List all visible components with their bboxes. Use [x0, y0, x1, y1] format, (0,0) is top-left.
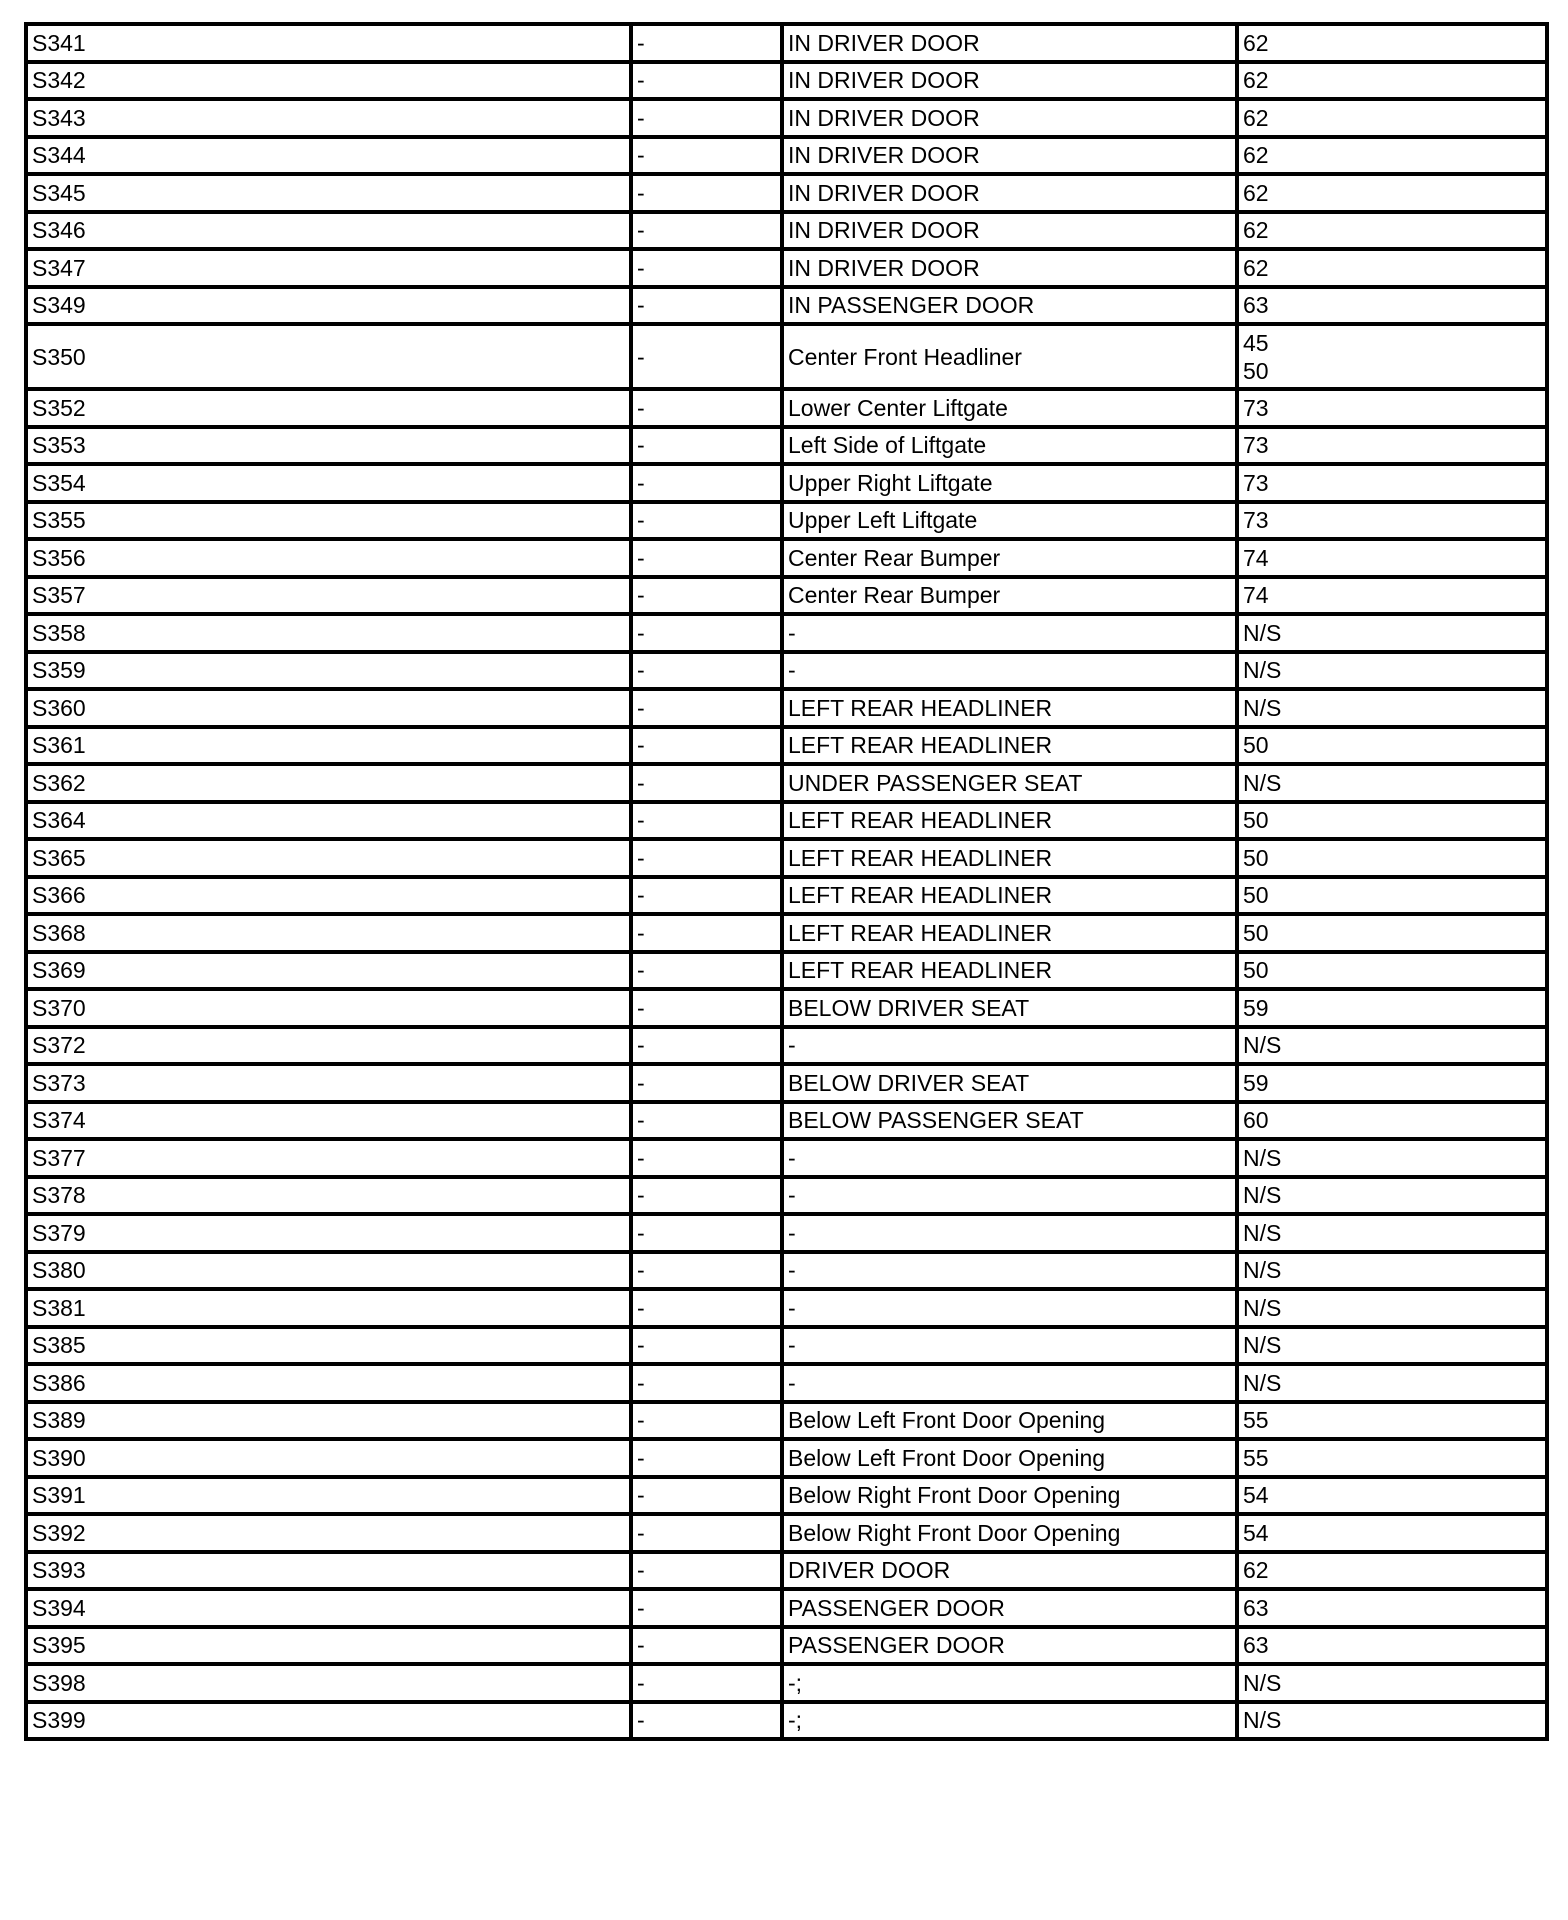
table-row [26, 1364, 1547, 1402]
page-ref-cell [1237, 1214, 1547, 1252]
page-ref-cell [1237, 1552, 1547, 1590]
page-ref-cell [1237, 212, 1547, 250]
table-row [26, 839, 1547, 877]
table-row [26, 1627, 1547, 1665]
page-ref: 50 [1243, 957, 1269, 984]
page-ref: 50 [1243, 732, 1269, 759]
location-cell: IN PASSENGER DOOR [782, 287, 1237, 325]
page-ref: 73 [1243, 432, 1269, 459]
location-cell: IN DRIVER DOOR [782, 24, 1237, 62]
splice-id-cell: S398 [26, 1664, 631, 1702]
location-cell: Center Front Headliner [782, 324, 1237, 389]
page-ref: 74 [1243, 544, 1269, 571]
location-cell: LEFT REAR HEADLINER [782, 914, 1237, 952]
page-ref-cell [1237, 1402, 1547, 1440]
page-ref: N/S [1243, 1294, 1282, 1321]
location-cell: - [782, 1364, 1237, 1402]
splice-id-cell: S347 [26, 249, 631, 287]
dash-cell: - [631, 877, 782, 915]
table-row [26, 137, 1547, 175]
location-cell: UNDER PASSENGER SEAT [782, 764, 1237, 802]
page-ref: N/S [1243, 1219, 1282, 1246]
splice-id-cell: S373 [26, 1064, 631, 1102]
page-ref-cell [1237, 464, 1547, 502]
splice-id-cell: S365 [26, 839, 631, 877]
page-ref-cell [1237, 427, 1547, 465]
page-ref-cell [1237, 1177, 1547, 1215]
location-cell: PASSENGER DOOR [782, 1627, 1237, 1665]
page-ref-cell [1237, 99, 1547, 137]
splice-id-cell: S349 [26, 287, 631, 325]
location-cell: LEFT REAR HEADLINER [782, 689, 1237, 727]
dash-cell: - [631, 1252, 782, 1290]
dash-cell: - [631, 174, 782, 212]
page-ref-cell [1237, 1289, 1547, 1327]
page-ref: 62 [1243, 142, 1269, 169]
page-ref-cell [1237, 1364, 1547, 1402]
dash-cell: - [631, 1439, 782, 1477]
page-ref-cell [1237, 914, 1547, 952]
dash-cell: - [631, 137, 782, 175]
splice-id-cell: S392 [26, 1514, 631, 1552]
page-ref-cell [1237, 727, 1547, 765]
dash-cell: - [631, 62, 782, 100]
page-ref: 63 [1243, 1594, 1269, 1621]
page-ref: N/S [1243, 694, 1282, 721]
dash-cell: - [631, 539, 782, 577]
location-cell: - [782, 1027, 1237, 1065]
splice-table [24, 22, 1549, 1741]
dash-cell: - [631, 989, 782, 1027]
splice-id-cell: S374 [26, 1102, 631, 1140]
table-row [26, 1477, 1547, 1515]
splice-id-cell: S343 [26, 99, 631, 137]
location-cell: Below Right Front Door Opening [782, 1477, 1237, 1515]
splice-id-cell: S369 [26, 952, 631, 990]
dash-cell: - [631, 1664, 782, 1702]
location-cell: Below Right Front Door Opening [782, 1514, 1237, 1552]
page-ref-cell [1237, 1327, 1547, 1365]
splice-id-cell: S341 [26, 24, 631, 62]
page-ref: 62 [1243, 104, 1269, 131]
splice-id-cell: S344 [26, 137, 631, 175]
page-ref: N/S [1243, 1369, 1282, 1396]
dash-cell: - [631, 324, 782, 389]
location-cell: - [782, 1214, 1237, 1252]
dash-cell: - [631, 914, 782, 952]
page-ref-cell [1237, 989, 1547, 1027]
page-ref: N/S [1243, 657, 1282, 684]
table-row [26, 1552, 1547, 1590]
dash-cell: - [631, 727, 782, 765]
page-ref: 50 [1243, 807, 1269, 834]
location-cell: Below Left Front Door Opening [782, 1402, 1237, 1440]
table-row [26, 1252, 1547, 1290]
dash-cell: - [631, 1177, 782, 1215]
table-row [26, 1402, 1547, 1440]
page-ref: 54 [1243, 1482, 1269, 1509]
location-cell: Below Left Front Door Opening [782, 1439, 1237, 1477]
location-cell: Left Side of Liftgate [782, 427, 1237, 465]
splice-id-cell: S390 [26, 1439, 631, 1477]
page-ref: 63 [1243, 292, 1269, 319]
page-ref: 62 [1243, 179, 1269, 206]
dash-cell: - [631, 689, 782, 727]
page-ref: 63 [1243, 1632, 1269, 1659]
location-cell: - [782, 1327, 1237, 1365]
page-ref-cell [1237, 324, 1547, 389]
splice-id-cell: S386 [26, 1364, 631, 1402]
page-ref: 55 [1243, 1407, 1269, 1434]
table-row [26, 877, 1547, 915]
dash-cell: - [631, 1064, 782, 1102]
splice-table-body [26, 24, 1547, 1739]
splice-id-cell: S379 [26, 1214, 631, 1252]
page-ref-cell [1237, 1102, 1547, 1140]
location-cell: - [782, 614, 1237, 652]
location-cell: LEFT REAR HEADLINER [782, 727, 1237, 765]
dash-cell: - [631, 1289, 782, 1327]
page-ref-cell [1237, 1664, 1547, 1702]
page-ref: 73 [1243, 507, 1269, 534]
table-row [26, 1139, 1547, 1177]
splice-id-cell: S385 [26, 1327, 631, 1365]
location-cell: IN DRIVER DOOR [782, 174, 1237, 212]
table-row [26, 1027, 1547, 1065]
splice-id-cell: S389 [26, 1402, 631, 1440]
dash-cell: - [631, 614, 782, 652]
page-ref-cell [1237, 764, 1547, 802]
location-cell: - [782, 652, 1237, 690]
page-ref: N/S [1243, 769, 1282, 796]
location-cell: - [782, 1139, 1237, 1177]
page-ref: 55 [1243, 1444, 1269, 1471]
splice-id-cell: S366 [26, 877, 631, 915]
location-cell: LEFT REAR HEADLINER [782, 839, 1237, 877]
dash-cell: - [631, 1364, 782, 1402]
page-ref: 50 [1243, 357, 1269, 384]
location-cell: - [782, 1177, 1237, 1215]
dash-cell: - [631, 802, 782, 840]
dash-cell: - [631, 839, 782, 877]
page-ref: 59 [1243, 1069, 1269, 1096]
dash-cell: - [631, 249, 782, 287]
table-row [26, 287, 1547, 325]
page-ref-cell [1237, 614, 1547, 652]
table-row [26, 174, 1547, 212]
splice-id-cell: S362 [26, 764, 631, 802]
splice-id-cell: S356 [26, 539, 631, 577]
page-ref: 62 [1243, 67, 1269, 94]
table-row [26, 539, 1547, 577]
splice-id-cell: S377 [26, 1139, 631, 1177]
page-ref: N/S [1243, 619, 1282, 646]
location-cell: IN DRIVER DOOR [782, 99, 1237, 137]
table-row [26, 1102, 1547, 1140]
location-cell: BELOW PASSENGER SEAT [782, 1102, 1237, 1140]
page-ref: 50 [1243, 882, 1269, 909]
page-ref: 73 [1243, 469, 1269, 496]
page-ref-cell [1237, 877, 1547, 915]
page-ref: 59 [1243, 994, 1269, 1021]
page-ref-cell [1237, 689, 1547, 727]
location-cell: Upper Right Liftgate [782, 464, 1237, 502]
splice-id-cell: S370 [26, 989, 631, 1027]
dash-cell: - [631, 389, 782, 427]
page-ref-cell [1237, 62, 1547, 100]
page-ref-cell [1237, 502, 1547, 540]
location-cell: BELOW DRIVER SEAT [782, 1064, 1237, 1102]
table-row [26, 212, 1547, 250]
page-ref: N/S [1243, 1707, 1282, 1734]
dash-cell: - [631, 652, 782, 690]
splice-id-cell: S346 [26, 212, 631, 250]
page-ref: 60 [1243, 1107, 1269, 1134]
page-ref-cell [1237, 1139, 1547, 1177]
location-cell: -; [782, 1702, 1237, 1740]
page-ref: N/S [1243, 1182, 1282, 1209]
table-row [26, 1589, 1547, 1627]
page-ref-cell [1237, 24, 1547, 62]
dash-cell: - [631, 1477, 782, 1515]
page-ref: 74 [1243, 582, 1269, 609]
location-cell: - [782, 1252, 1237, 1290]
page-ref-cell [1237, 1589, 1547, 1627]
page-ref-cell [1237, 389, 1547, 427]
dash-cell: - [631, 1327, 782, 1365]
dash-cell: - [631, 1214, 782, 1252]
splice-id-cell: S350 [26, 324, 631, 389]
splice-id-cell: S355 [26, 502, 631, 540]
page-ref-cell [1237, 1477, 1547, 1515]
splice-id-cell: S353 [26, 427, 631, 465]
splice-id-cell: S368 [26, 914, 631, 952]
page-ref-cell [1237, 1514, 1547, 1552]
location-cell: IN DRIVER DOOR [782, 62, 1237, 100]
dash-cell: - [631, 1702, 782, 1740]
page-ref-cell [1237, 287, 1547, 325]
dash-cell: - [631, 1552, 782, 1590]
table-row [26, 1177, 1547, 1215]
page-ref: 73 [1243, 394, 1269, 421]
table-row [26, 577, 1547, 615]
table-row [26, 324, 1547, 389]
page-ref: N/S [1243, 1032, 1282, 1059]
dash-cell: - [631, 24, 782, 62]
page-ref: 50 [1243, 844, 1269, 871]
dash-cell: - [631, 287, 782, 325]
location-cell: LEFT REAR HEADLINER [782, 802, 1237, 840]
table-row [26, 464, 1547, 502]
location-cell: IN DRIVER DOOR [782, 249, 1237, 287]
table-row [26, 1289, 1547, 1327]
page-ref-cell [1237, 174, 1547, 212]
page-ref-cell [1237, 137, 1547, 175]
splice-id-cell: S359 [26, 652, 631, 690]
dash-cell: - [631, 99, 782, 137]
location-cell: IN DRIVER DOOR [782, 137, 1237, 175]
splice-id-cell: S399 [26, 1702, 631, 1740]
page-ref-cell [1237, 539, 1547, 577]
table-row [26, 1439, 1547, 1477]
dash-cell: - [631, 1514, 782, 1552]
location-cell: Center Rear Bumper [782, 539, 1237, 577]
location-cell: LEFT REAR HEADLINER [782, 877, 1237, 915]
table-row [26, 1327, 1547, 1365]
page-ref-cell [1237, 1627, 1547, 1665]
table-row [26, 1514, 1547, 1552]
page-ref: N/S [1243, 1669, 1282, 1696]
table-row [26, 1214, 1547, 1252]
table-row [26, 764, 1547, 802]
dash-cell: - [631, 1027, 782, 1065]
location-cell: - [782, 1289, 1237, 1327]
page-ref-cell [1237, 1027, 1547, 1065]
table-row [26, 99, 1547, 137]
table-row [26, 1664, 1547, 1702]
table-row [26, 502, 1547, 540]
page-ref: N/S [1243, 1144, 1282, 1171]
table-row [26, 389, 1547, 427]
splice-id-cell: S342 [26, 62, 631, 100]
page-ref: 54 [1243, 1519, 1269, 1546]
splice-id-cell: S380 [26, 1252, 631, 1290]
table-row [26, 689, 1547, 727]
location-cell: Upper Left Liftgate [782, 502, 1237, 540]
splice-id-cell: S395 [26, 1627, 631, 1665]
page-ref-cell [1237, 802, 1547, 840]
page-ref-cell [1237, 1252, 1547, 1290]
dash-cell: - [631, 212, 782, 250]
dash-cell: - [631, 1627, 782, 1665]
location-cell: Center Rear Bumper [782, 577, 1237, 615]
page-ref: 62 [1243, 254, 1269, 281]
splice-id-cell: S393 [26, 1552, 631, 1590]
splice-id-cell: S378 [26, 1177, 631, 1215]
page-ref-cell [1237, 1439, 1547, 1477]
splice-id-cell: S361 [26, 727, 631, 765]
page-ref: N/S [1243, 1332, 1282, 1359]
location-cell: -; [782, 1664, 1237, 1702]
dash-cell: - [631, 427, 782, 465]
dash-cell: - [631, 1102, 782, 1140]
splice-id-cell: S391 [26, 1477, 631, 1515]
splice-id-cell: S352 [26, 389, 631, 427]
table-row [26, 249, 1547, 287]
splice-id-cell: S357 [26, 577, 631, 615]
dash-cell: - [631, 764, 782, 802]
table-row [26, 727, 1547, 765]
splice-id-cell: S354 [26, 464, 631, 502]
dash-cell: - [631, 1402, 782, 1440]
table-row [26, 914, 1547, 952]
table-row [26, 1064, 1547, 1102]
splice-id-cell: S360 [26, 689, 631, 727]
splice-id-cell: S394 [26, 1589, 631, 1627]
location-cell: PASSENGER DOOR [782, 1589, 1237, 1627]
dash-cell: - [631, 464, 782, 502]
splice-id-cell: S358 [26, 614, 631, 652]
dash-cell: - [631, 502, 782, 540]
page-ref-cell [1237, 1064, 1547, 1102]
page-ref: 62 [1243, 217, 1269, 244]
splice-id-cell: S381 [26, 1289, 631, 1327]
splice-id-cell: S345 [26, 174, 631, 212]
table-row [26, 802, 1547, 840]
page-ref: 45 [1243, 329, 1269, 356]
location-cell: LEFT REAR HEADLINER [782, 952, 1237, 990]
splice-id-cell: S372 [26, 1027, 631, 1065]
table-row [26, 1702, 1547, 1740]
table-row [26, 427, 1547, 465]
dash-cell: - [631, 952, 782, 990]
page-ref-cell [1237, 652, 1547, 690]
table-row [26, 62, 1547, 100]
page-ref: 62 [1243, 29, 1269, 56]
page-ref-cell [1237, 952, 1547, 990]
table-row [26, 952, 1547, 990]
table-row [26, 652, 1547, 690]
page-ref: 50 [1243, 919, 1269, 946]
page-ref: N/S [1243, 1257, 1282, 1284]
table-row [26, 614, 1547, 652]
splice-id-cell: S364 [26, 802, 631, 840]
page-ref-cell [1237, 839, 1547, 877]
location-cell: BELOW DRIVER SEAT [782, 989, 1237, 1027]
table-row [26, 24, 1547, 62]
table-row [26, 989, 1547, 1027]
page-ref-cell [1237, 577, 1547, 615]
dash-cell: - [631, 1589, 782, 1627]
location-cell: DRIVER DOOR [782, 1552, 1237, 1590]
dash-cell: - [631, 1139, 782, 1177]
location-cell: IN DRIVER DOOR [782, 212, 1237, 250]
dash-cell: - [631, 577, 782, 615]
page-ref-cell [1237, 1702, 1547, 1740]
location-cell: Lower Center Liftgate [782, 389, 1237, 427]
page-ref-cell [1237, 249, 1547, 287]
page-ref: 62 [1243, 1557, 1269, 1584]
